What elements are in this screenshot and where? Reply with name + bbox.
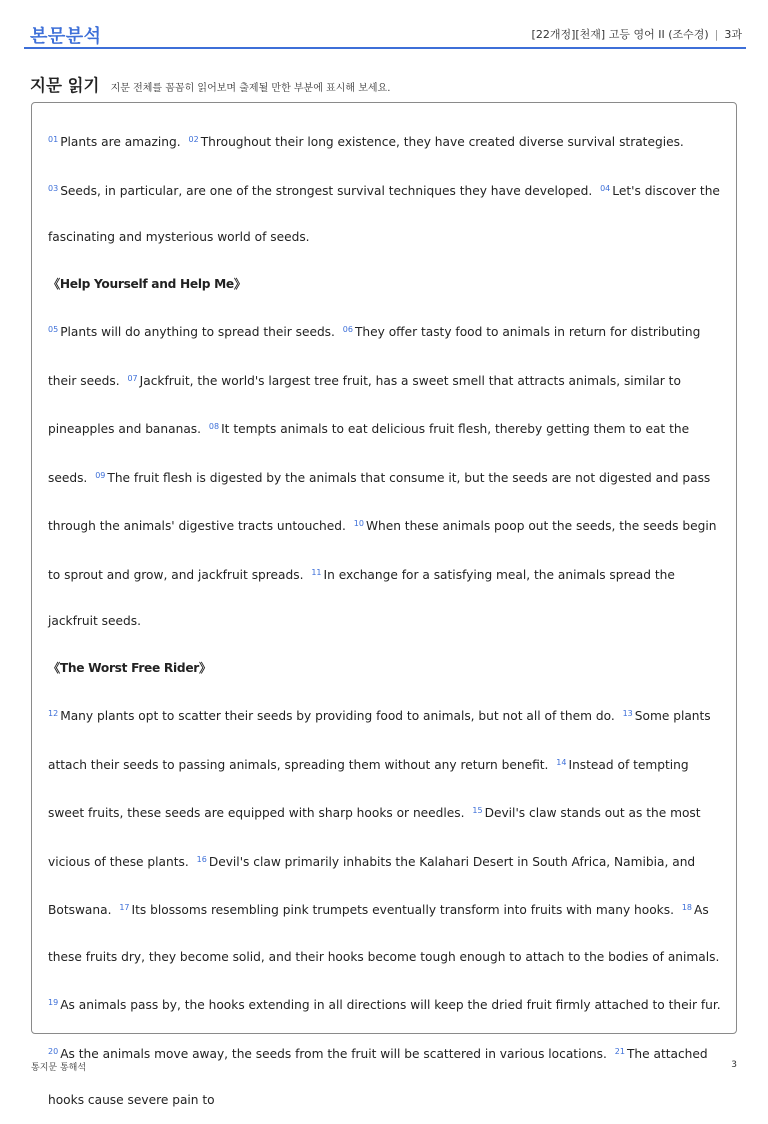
sentence-text: Plants are amazing. <box>60 135 181 149</box>
sentence-text: Let's discover the fascinating and mysterious world of seeds. <box>48 183 720 244</box>
sentence-number: 18 <box>681 903 693 912</box>
sentence <box>48 325 335 339</box>
sentence-text: Seeds, in particular, are one of the strongest survival techniques they have developed. <box>60 183 593 198</box>
sentence-number: 07 <box>127 373 138 383</box>
sentence-number: 01 <box>48 135 59 144</box>
sentence-number: 20 <box>48 1046 59 1056</box>
sentence <box>48 709 615 723</box>
section-title: 지문 읽기 <box>30 76 100 95</box>
passage-paragraph <box>48 117 726 261</box>
passage-subheading: 《Help Yourself and Help Me》 <box>48 276 246 291</box>
sentence-text: Plants will do anything to spread their seeds. <box>60 325 335 339</box>
sentence <box>48 135 181 149</box>
sentence-text: Its blossoms resembling pink trumpets eventually transform into fruits with many hooks. <box>131 903 674 917</box>
sentence-text: The attached hooks cause severe pain to <box>48 1046 708 1107</box>
sentence-number: 21 <box>614 1046 625 1056</box>
sentence-text: As the animals move away, the seeds from the fruit will be scattered in various locations. <box>60 1046 607 1061</box>
sentence-number: 11 <box>311 567 322 577</box>
passage-subheading: 《The Worst Free Rider》 <box>48 660 211 675</box>
page-header <box>24 19 746 49</box>
sentence-text: In exchange for a satisfying meal, the animals spread the jackfruit seeds. <box>48 567 675 628</box>
sentence-number: 10 <box>353 519 364 528</box>
sentence-number: 09 <box>95 470 106 480</box>
course-name: [22개정][천재] 고등 영어 II (조수경) <box>531 28 709 41</box>
sentence-text: Throughout their long existence, they have created diverse survival strategies. <box>200 135 684 149</box>
sentence-text: Instead of tempting sweet fruits, these seeds are equipped with sharp hooks or needles. <box>48 757 689 820</box>
sentence <box>189 135 684 149</box>
sentence-number: 16 <box>196 854 207 864</box>
section-heading <box>30 72 390 96</box>
sentence <box>48 998 721 1012</box>
footer-label: 통지문 통해석 <box>31 1063 87 1073</box>
sentence-text: They offer tasty food to animals in return for distributing their seeds. <box>48 325 701 388</box>
sentence-text: As these fruits dry, they become solid, and their hooks become tough enough to attach to the bodies of animals. <box>48 903 720 964</box>
sentence-text: Jackfruit, the world's largest tree fruit, has a sweet smell that attracts animals, similar to pineapples and bananas. <box>48 373 681 436</box>
sentence-text: Devil's claw stands out as the most vicious of these plants. <box>48 806 701 869</box>
sentence-text: When these animals poop out the seeds, the seeds begin to sprout and grow, and jackfruit spreads. <box>48 519 717 582</box>
sentence-number: 02 <box>188 135 199 144</box>
sentence-number: 13 <box>622 709 633 718</box>
sentence-text: Many plants opt to scatter their seeds by providing food to animals, but not all of them do. <box>60 709 615 723</box>
sentence-number: 08 <box>208 422 220 431</box>
course-info <box>532 26 742 42</box>
sentence <box>119 903 674 917</box>
sentence-text: The fruit flesh is digested by the animals that consume it, but the seeds are not digested and pass through the animals' digestive tracts untouched. <box>48 470 711 533</box>
passage-text <box>48 117 726 1124</box>
lesson-label: 3과 <box>724 28 742 41</box>
page-number: 3 <box>731 1060 737 1070</box>
section-instruction: 지문 전체를 꼼꼼히 읽어보며 출제될 만한 부분에 표시해 보세요. <box>110 83 391 94</box>
sentence <box>48 184 592 198</box>
sentence-text: Some plants attach their seeds to passing animals, spreading them without any return benefit. <box>48 709 711 772</box>
sentence-number: 19 <box>48 998 59 1007</box>
passage-paragraph <box>48 307 726 645</box>
sentence-number: 03 <box>48 183 59 193</box>
sentence-text: As animals pass by, the hooks extending in all directions will keep the dried fruit firmly attached to their fur. <box>60 998 721 1012</box>
header-separator: | <box>714 28 719 41</box>
passage-paragraph <box>48 691 726 1124</box>
sentence-number: 15 <box>472 806 483 815</box>
sentence-number: 04 <box>600 183 611 193</box>
sentence-text: Devil's claw primarily inhabits the Kalahari Desert in South Africa, Namibia, and Botswana. <box>48 854 696 917</box>
sentence-text: It tempts animals to eat delicious fruit flesh, thereby getting them to eat the seeds. <box>48 422 690 485</box>
sentence-number: 06 <box>342 325 353 334</box>
sentence-number: 12 <box>48 709 59 718</box>
sentence-number: 17 <box>119 903 130 912</box>
sentence-number: 14 <box>556 757 567 767</box>
logo-title: 본문분석 <box>30 26 102 47</box>
sentence-number: 05 <box>48 325 59 334</box>
sentence <box>48 1047 607 1061</box>
